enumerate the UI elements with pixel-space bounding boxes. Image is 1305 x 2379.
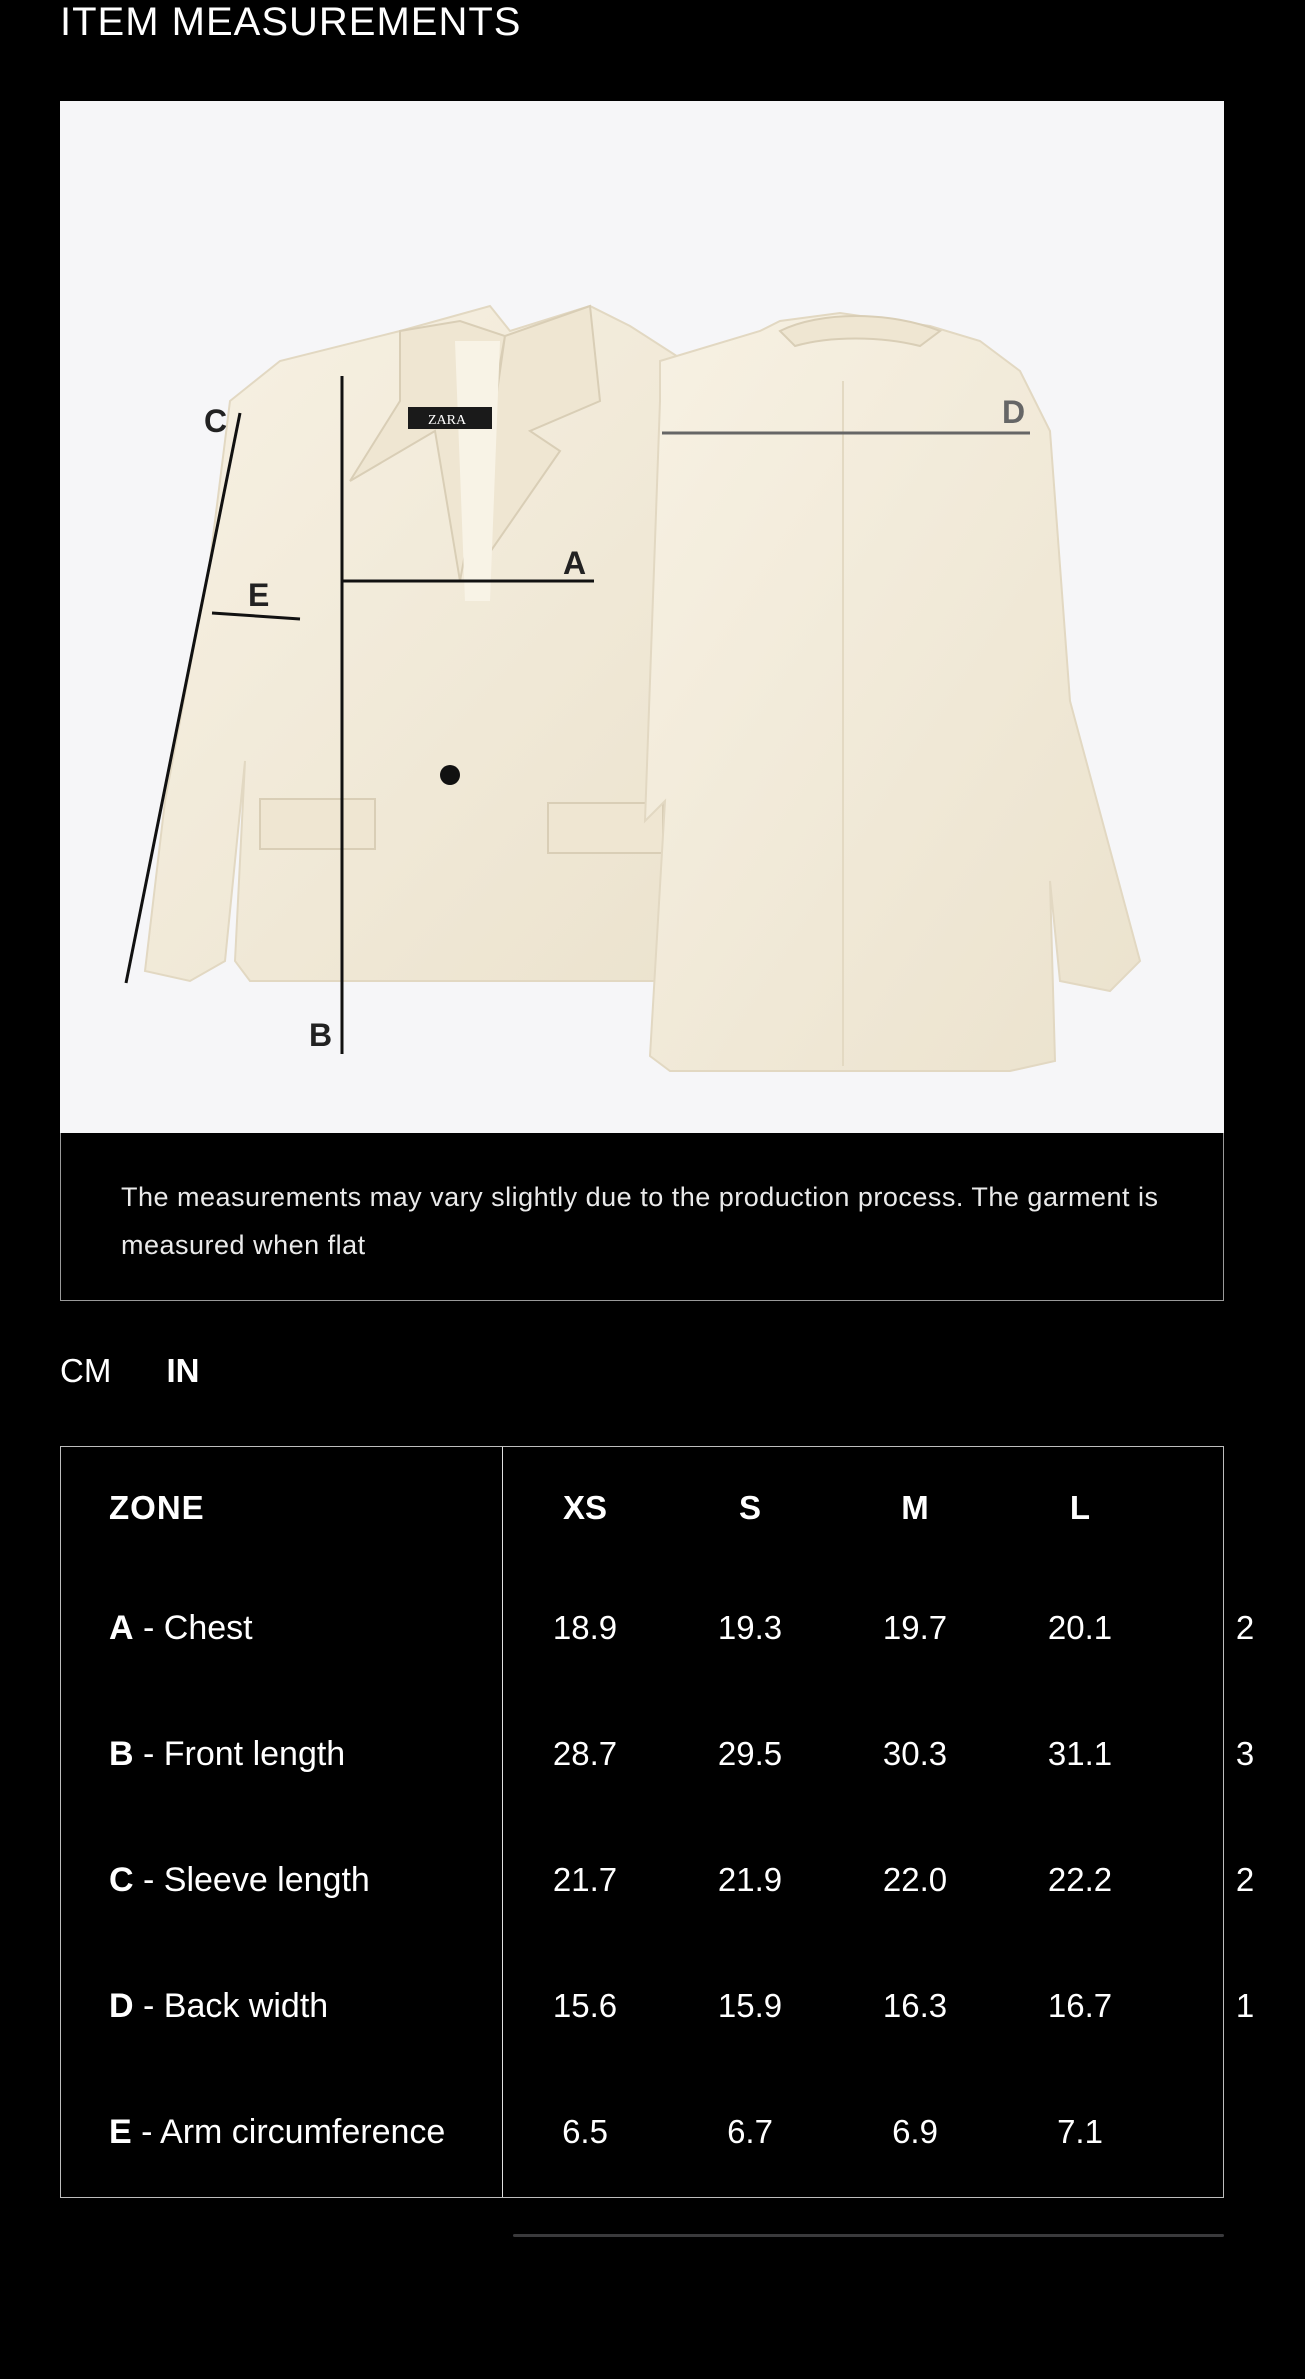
zone-row-b bbox=[109, 1735, 345, 1774]
table-cell: 16.7 bbox=[1047, 1987, 1113, 2024]
table-cell: 1 bbox=[1235, 1987, 1255, 2024]
zone-letter: A bbox=[109, 1609, 134, 1647]
table-cell: 2 bbox=[1235, 1609, 1255, 1646]
table-cell: 21.7 bbox=[552, 1861, 618, 1898]
size-header-xs: XS bbox=[562, 1489, 608, 1526]
table-cell: 30.3 bbox=[882, 1735, 948, 1772]
measurement-note: The measurements may vary slightly due to the production process. The garment is measured when flat bbox=[121, 1182, 1159, 1260]
measurements-table[interactable] bbox=[60, 1446, 1255, 2198]
table-cell: 16.3 bbox=[882, 1987, 948, 2024]
zone-header: ZONE bbox=[109, 1489, 205, 1526]
table-cell: 2 bbox=[1235, 1861, 1255, 1898]
zone-row-c bbox=[109, 1861, 370, 1900]
table-cell: 19.3 bbox=[717, 1609, 783, 1646]
label-a: A bbox=[563, 545, 587, 581]
table-cell: 19.7 bbox=[882, 1609, 948, 1646]
table-cell: 6.9 bbox=[892, 2113, 938, 2150]
jacket-illustration bbox=[60, 101, 1224, 1133]
table-cell: 28.7 bbox=[552, 1735, 618, 1772]
zone-name: - Front length bbox=[133, 1735, 346, 1773]
zone-name: - Sleeve length bbox=[133, 1861, 370, 1899]
zone-row-d bbox=[109, 1987, 328, 2026]
zone-letter: D bbox=[109, 1987, 134, 2025]
zone-row-a bbox=[109, 1609, 253, 1648]
table-cell: 6.5 bbox=[562, 2113, 608, 2150]
zone-column bbox=[61, 1447, 503, 2197]
measurement-note-box bbox=[60, 1133, 1224, 1301]
size-header-m: M bbox=[901, 1489, 929, 1526]
page-title: ITEM MEASUREMENTS bbox=[60, 0, 522, 44]
size-header-l: L bbox=[1069, 1489, 1091, 1526]
table-cell: 18.9 bbox=[552, 1609, 618, 1646]
table-cell: 7.1 bbox=[1057, 2113, 1103, 2150]
zone-letter: B bbox=[109, 1735, 134, 1773]
measurement-diagram bbox=[60, 101, 1224, 1133]
label-c: C bbox=[204, 403, 228, 439]
table-cell: 20.1 bbox=[1047, 1609, 1113, 1646]
horizontal-scrollbar[interactable] bbox=[513, 2234, 1224, 2237]
table-cell: 22.0 bbox=[882, 1861, 948, 1898]
unit-cm-button[interactable]: CM bbox=[60, 1352, 112, 1389]
table-cell: 29.5 bbox=[717, 1735, 783, 1772]
size-header-s: S bbox=[738, 1489, 761, 1526]
label-e: E bbox=[248, 577, 270, 613]
table-cell: 3 bbox=[1235, 1735, 1255, 1772]
table-cell: 21.9 bbox=[717, 1861, 783, 1898]
table-cell: 15.6 bbox=[552, 1987, 618, 2024]
table-cell: 31.1 bbox=[1047, 1735, 1113, 1772]
table-cell: 6.7 bbox=[727, 2113, 773, 2150]
zone-row-e bbox=[109, 2113, 445, 2152]
label-d: D bbox=[1002, 394, 1026, 430]
zone-letter: C bbox=[109, 1861, 134, 1899]
unit-in-button[interactable]: IN bbox=[166, 1352, 200, 1389]
zone-letter: E bbox=[109, 2113, 132, 2151]
table-cell: 15.9 bbox=[717, 1987, 783, 2024]
unit-toggle bbox=[60, 1352, 246, 1390]
table-cell: 22.2 bbox=[1047, 1861, 1113, 1898]
brand-tag-text: ZARA bbox=[428, 413, 467, 428]
zone-name: - Back width bbox=[133, 1987, 329, 2025]
zone-name: - Chest bbox=[133, 1609, 253, 1647]
label-b: B bbox=[309, 1017, 333, 1053]
back-jacket-image bbox=[645, 313, 1140, 1071]
zone-name: - Arm circumference bbox=[131, 2113, 446, 2151]
